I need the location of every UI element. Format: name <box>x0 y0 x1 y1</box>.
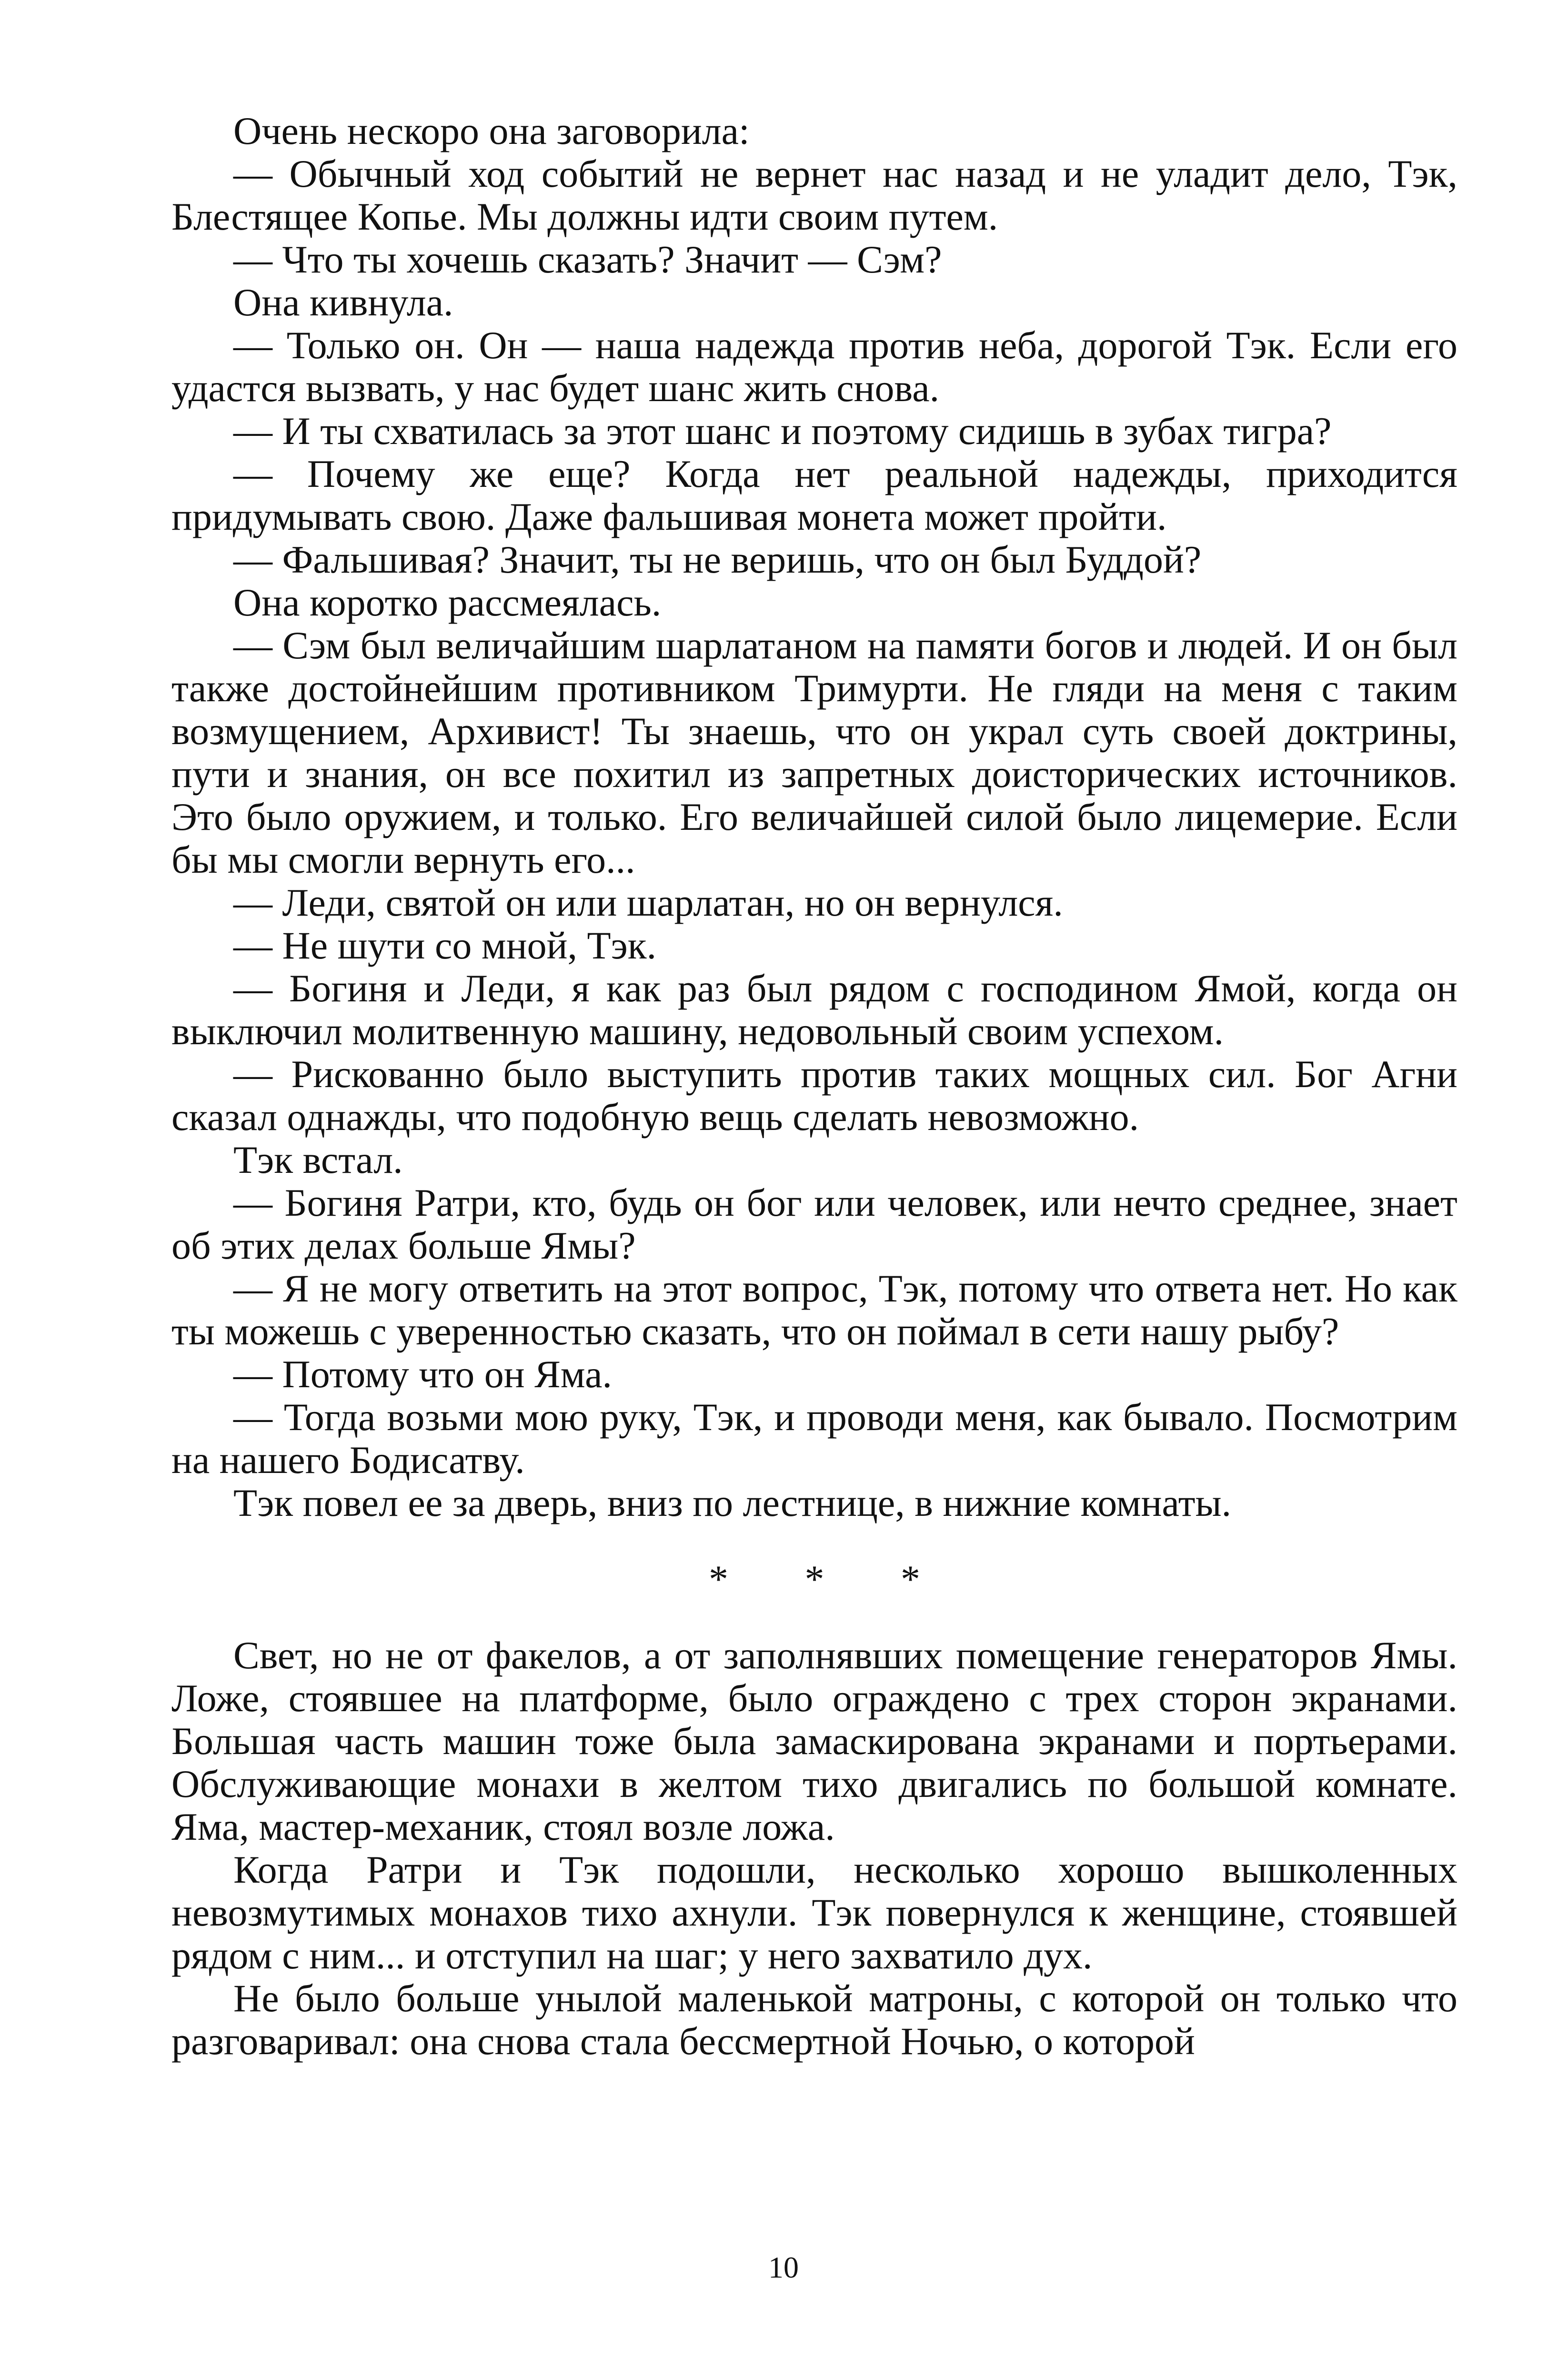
paragraph: Когда Ратри и Тэк подошли, несколько хорошо вышколенных невозмутимых монахов тихо ахнули. Тэк повернулся к женщине, стоявшей рядом с ним... и отступил на шаг; у него захватило дух. <box>171 1848 1457 1977</box>
paragraph: Тэк встал. <box>233 1138 403 1181</box>
page-body <box>171 110 1457 2063</box>
paragraph: — Фальшивая? Значит, ты не веришь, что он был Буддой? <box>233 538 1202 581</box>
paragraph: — И ты схватилась за этот шанс и поэтому сидишь в зубах тигра? <box>233 409 1332 453</box>
paragraph: — Я не могу ответить на этот вопрос, Тэк, потому что ответа нет. Но как ты можешь с уверенностью сказать, что он поймал в сети нашу рыбу? <box>171 1267 1457 1353</box>
paragraph: Свет, но не от факелов, а от заполнявших помещение генераторов Ямы. Ложе, стоявшее на платформе, было ограждено с трех сторон экранами. Большая часть машин тоже была замаскирована экранами и портьерами. Обслуживающие монахи в желтом тихо двигались по большой комнате. Яма, мастер-механик, стоял возле ложа. <box>171 1634 1457 1848</box>
paragraph: — Сэм был величайшим шарлатаном на памяти богов и людей. И он был также достойнейшим противником Тримурти. Не гляди на меня с таким возмущением, Архивист! Ты знаешь, что он украл суть своей доктрины, пути и знания, он все похитил из запретных доисторических источников. Это было оружием, и только. Его величайшей силой было лицемерие. Если бы мы смогли вернуть его... <box>171 624 1457 881</box>
paragraph: — Потому что он Яма. <box>233 1352 613 1396</box>
paragraph: — Только он. Он — наша надежда против неба, дорогой Тэк. Если его удастся вызвать, у нас будет шанс жить снова. <box>171 323 1457 410</box>
paragraph: — Леди, святой он или шарлатан, но он вернулся. <box>233 881 1063 924</box>
paragraph: Она коротко рассмеялась. <box>233 581 662 624</box>
paragraph: — Почему же еще? Когда нет реальной надежды, приходится придумывать свою. Даже фальшивая монета может пройти. <box>171 452 1457 538</box>
paragraph: — Тогда возьми мою руку, Тэк, и проводи меня, как бывало. Посмотрим на нашего Бодисатву. <box>171 1395 1457 1482</box>
paragraph: — Рискованно было выступить против таких мощных сил. Бог Агни сказал однажды, что подобную вещь сделать невозможно. <box>171 1052 1457 1139</box>
paragraph: Она кивнула. <box>233 281 453 324</box>
section-break: * * * <box>709 1557 954 1601</box>
paragraph: Тэк повел ее за дверь, вниз по лестнице, в нижние комнаты. <box>233 1481 1232 1524</box>
paragraph: — Обычный ход событий не вернет нас назад и не уладит дело, Тэк, Блестящее Копье. Мы должны идти своим путем. <box>171 152 1457 238</box>
paragraph: — Богиня и Леди, я как раз был рядом с господином Ямой, когда он выключил молитвенную машину, недовольный своим успехом. <box>171 967 1457 1053</box>
paragraph: Очень нескоро она заговорила: <box>233 109 750 152</box>
paragraph: — Не шути со мной, Тэк. <box>233 924 657 967</box>
page-number: 10 <box>768 2250 799 2284</box>
paragraph: — Богиня Ратри, кто, будь он бог или человек, или нечто среднее, знает об этих делах больше Ямы? <box>171 1181 1457 1267</box>
paragraph: — Что ты хочешь сказать? Значит — Сэм? <box>233 238 942 281</box>
paragraph: Не было больше унылой маленькой матроны, с которой он только что разговаривал: она снова стала бессмертной Ночью, о которой <box>171 1977 1457 2063</box>
